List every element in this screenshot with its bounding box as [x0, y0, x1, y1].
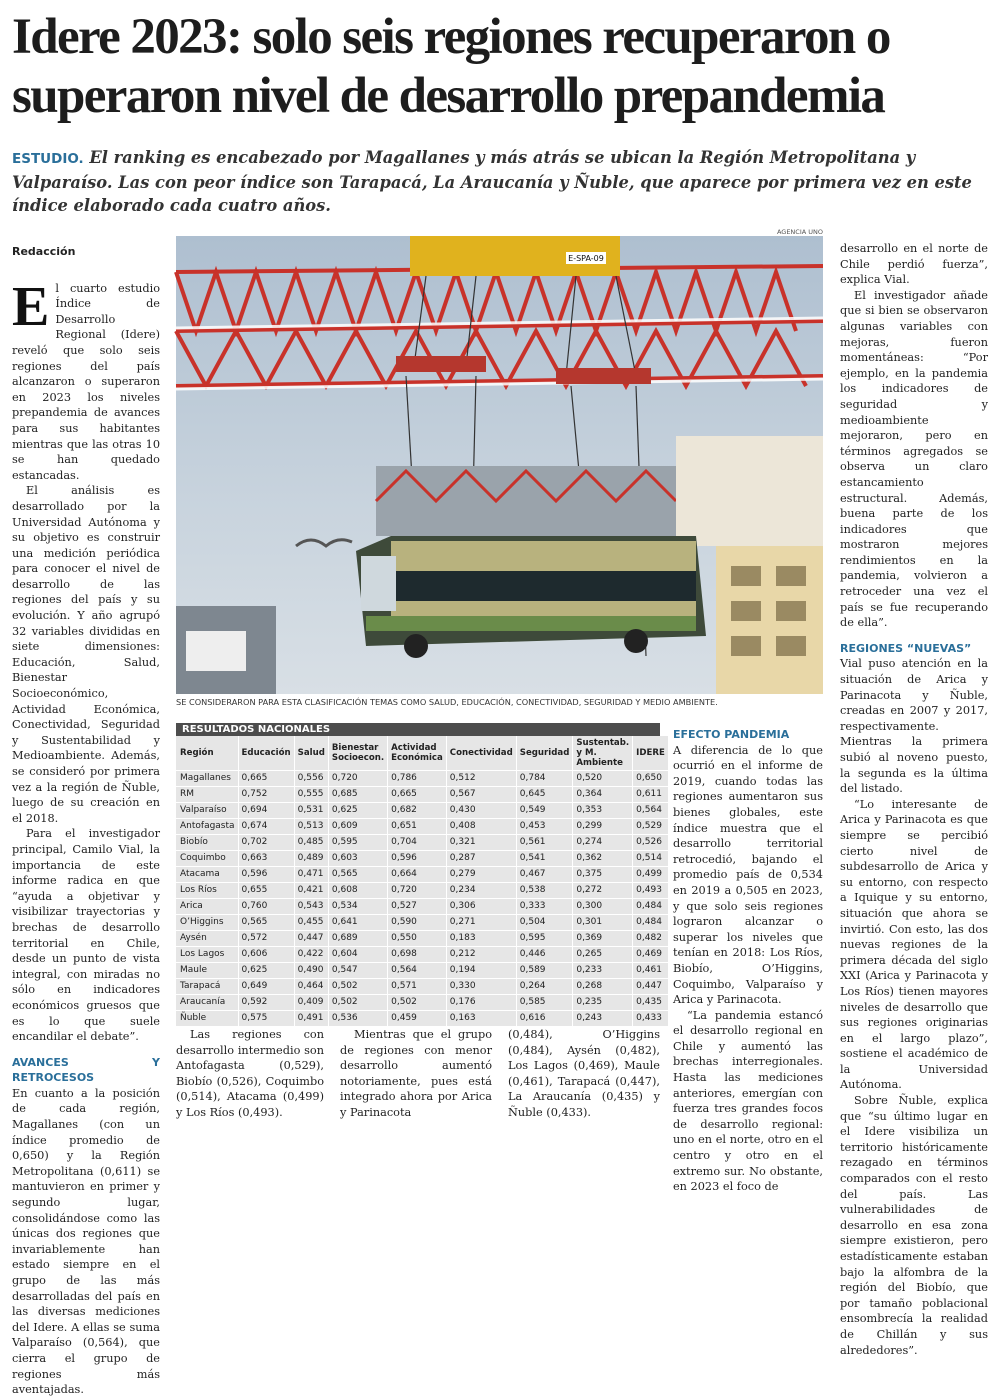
table — [176, 736, 668, 1027]
table-row — [176, 979, 668, 995]
svg-text:E-SPA-09: E-SPA-09 — [568, 254, 604, 263]
table-title: RESULTADOS NACIONALES — [176, 723, 660, 736]
paragraph: En cuanto a la posición de cada región, Magallanes (con un índice promedio de 0,650) y la Región Metropolitana (0,611) se mantuvieron en primer y segundo lugar, consolidándose como las únicas dos regiones que invariablemente han estado siempre en el grupo de las más desarrolladas del país en las diversas mediciones del Idere. A ellas se suma Valparaíso (0,564), que cierra el grupo de regiones más aventajadas. — [12, 1086, 160, 1397]
subhead-regiones-nuevas: REGIONES “NUEVAS” — [840, 641, 972, 655]
value-cell: 0,176 — [446, 995, 516, 1011]
value-cell: 0,555 — [294, 787, 328, 803]
value-cell: 0,183 — [446, 931, 516, 947]
value-cell: 0,786 — [388, 771, 447, 787]
value-cell: 0,265 — [573, 947, 633, 963]
value-cell: 0,353 — [573, 803, 633, 819]
value-cell: 0,484 — [633, 899, 668, 915]
value-cell: 0,534 — [328, 899, 387, 915]
value-cell: 0,268 — [573, 979, 633, 995]
value-cell: 0,565 — [328, 867, 387, 883]
region-name-cell: Maule — [176, 963, 238, 979]
value-cell: 0,564 — [633, 803, 668, 819]
photo-caption: SE CONSIDERARON PARA ESTA CLASIFICACIÓN TEMAS COMO SALUD, EDUCACIÓN, CONECTIVIDAD, SEGURIDAD Y MEDIO AMBIENTE. — [176, 697, 718, 707]
value-cell: 0,664 — [388, 867, 447, 883]
value-cell: 0,575 — [238, 1011, 294, 1027]
footer-column-3 — [508, 1027, 660, 1121]
value-cell: 0,447 — [633, 979, 668, 995]
value-cell: 0,375 — [573, 867, 633, 883]
footer-column-2 — [340, 1027, 492, 1121]
value-cell: 0,595 — [328, 835, 387, 851]
paragraph: “La pandemia estancó el desarrollo regional en Chile y aumentó las brechas interregionales. Hasta las mediciones anteriores, emergían con fuerza tres grandes focos de desarrollo regional: uno en el norte, otro en el centro y otro en el extremo sur. No obstante, en 2023 el foco de — [673, 1008, 823, 1194]
paragraph: Vial puso atención en la situación de Arica y Parinacota y Ñuble, creadas en 2007 y 2017, respectivamente. Mientras la primera subió al noveno puesto, la segunda es la última del listado. — [840, 657, 988, 796]
value-cell: 0,459 — [388, 1011, 447, 1027]
value-cell: 0,547 — [328, 963, 387, 979]
value-cell: 0,467 — [516, 867, 573, 883]
headline: Idere 2023: solo seis regiones recuperaron o superaron nivel de desarrollo prepandemia — [12, 9, 890, 124]
paragraph: desarrollo en el norte de Chile perdió fuerza”, explica Vial. — [840, 242, 988, 287]
table-header-cell: Seguridad — [516, 736, 573, 771]
photo-illustration — [176, 236, 823, 694]
table-header-cell: Región — [176, 736, 238, 771]
value-cell: 0,527 — [388, 899, 447, 915]
value-cell: 0,502 — [328, 979, 387, 995]
value-cell: 0,645 — [516, 787, 573, 803]
value-cell: 0,720 — [328, 771, 387, 787]
value-cell: 0,596 — [388, 851, 447, 867]
value-cell: 0,421 — [294, 883, 328, 899]
region-name-cell: Antofagasta — [176, 819, 238, 835]
value-cell: 0,625 — [328, 803, 387, 819]
value-cell: 0,512 — [446, 771, 516, 787]
value-cell: 0,541 — [516, 851, 573, 867]
deck — [12, 146, 987, 217]
table-row — [176, 867, 668, 883]
value-cell: 0,430 — [446, 803, 516, 819]
value-cell: 0,471 — [294, 867, 328, 883]
results-table — [176, 723, 665, 1023]
value-cell: 0,611 — [633, 787, 668, 803]
value-cell: 0,235 — [573, 995, 633, 1011]
value-cell: 0,665 — [388, 787, 447, 803]
table-row — [176, 995, 668, 1011]
table-row — [176, 835, 668, 851]
value-cell: 0,572 — [238, 931, 294, 947]
region-name-cell: Araucanía — [176, 995, 238, 1011]
table-row — [176, 819, 668, 835]
value-cell: 0,212 — [446, 947, 516, 963]
footer-column-1 — [176, 1027, 324, 1121]
value-cell: 0,608 — [328, 883, 387, 899]
value-cell: 0,306 — [446, 899, 516, 915]
value-cell: 0,485 — [294, 835, 328, 851]
subhead-avances: AVANCES Y RETROCESOS — [12, 1055, 160, 1085]
value-cell: 0,651 — [388, 819, 447, 835]
value-cell: 0,760 — [238, 899, 294, 915]
value-cell: 0,603 — [328, 851, 387, 867]
table-row — [176, 915, 668, 931]
value-cell: 0,784 — [516, 771, 573, 787]
value-cell: 0,720 — [388, 883, 447, 899]
value-cell: 0,529 — [633, 819, 668, 835]
value-cell: 0,233 — [573, 963, 633, 979]
value-cell: 0,272 — [573, 883, 633, 899]
table-row — [176, 931, 668, 947]
value-cell: 0,484 — [633, 915, 668, 931]
paragraph: El cuarto estudio Índice de Desarrollo Regional (Idere) reveló que solo seis regiones del país alcanzaron o superaron en 2023 los niveles prepandemia de avances para sus habitantes mientras que las otras 10 se han quedado estancadas. — [12, 275, 160, 482]
paragraph: El investigador añade que si bien se observaron algunas variables con mejoras, fueron momentáneas: “Por ejemplo, en la pandemia los indicadores de seguridad y medioambiente mejoraron, pero en términos agregados se observa un claro estancamiento estructural. Además, buena parte de los indicadores que mostraron mejores rendimientos en la pandemia, volvieron a retroceder una vez el país se fue recuperando de ella”. — [840, 288, 988, 630]
value-cell: 0,556 — [294, 771, 328, 787]
value-cell: 0,561 — [516, 835, 573, 851]
table-row — [176, 1011, 668, 1027]
value-cell: 0,543 — [294, 899, 328, 915]
value-cell: 0,526 — [633, 835, 668, 851]
value-cell: 0,330 — [446, 979, 516, 995]
value-cell: 0,433 — [633, 1011, 668, 1027]
table-header-cell: Conectividad — [446, 736, 516, 771]
value-cell: 0,564 — [388, 963, 447, 979]
table-row — [176, 771, 668, 787]
value-cell: 0,694 — [238, 803, 294, 819]
column-4 — [840, 241, 988, 1358]
value-cell: 0,649 — [238, 979, 294, 995]
value-cell: 0,702 — [238, 835, 294, 851]
table-row — [176, 803, 668, 819]
value-cell: 0,550 — [388, 931, 447, 947]
value-cell: 0,502 — [388, 995, 447, 1011]
value-cell: 0,453 — [516, 819, 573, 835]
value-cell: 0,489 — [294, 851, 328, 867]
value-cell: 0,592 — [238, 995, 294, 1011]
column-3 — [673, 727, 823, 1195]
value-cell: 0,194 — [446, 963, 516, 979]
subhead-efecto-pandemia: EFECTO PANDEMIA — [673, 728, 790, 741]
value-cell: 0,464 — [294, 979, 328, 995]
value-cell: 0,650 — [633, 771, 668, 787]
region-name-cell: Los Lagos — [176, 947, 238, 963]
value-cell: 0,752 — [238, 787, 294, 803]
value-cell: 0,408 — [446, 819, 516, 835]
value-cell: 0,698 — [388, 947, 447, 963]
paragraph: Mientras que el grupo de regiones con menor desarrollo aumentó notoriamente, pues está integrado ahora por Arica y Parinacota — [340, 1028, 492, 1119]
value-cell: 0,482 — [633, 931, 668, 947]
table-body — [176, 771, 668, 1027]
table-header-cell: Sustentab. y M. Ambiente — [573, 736, 633, 771]
table-row — [176, 883, 668, 899]
value-cell: 0,491 — [294, 1011, 328, 1027]
table-header-cell: Actividad Económica — [388, 736, 447, 771]
value-cell: 0,663 — [238, 851, 294, 867]
value-cell: 0,435 — [633, 995, 668, 1011]
column-1 — [12, 244, 160, 1398]
value-cell: 0,704 — [388, 835, 447, 851]
value-cell: 0,447 — [294, 931, 328, 947]
value-cell: 0,595 — [516, 931, 573, 947]
byline: Redacción — [12, 245, 76, 258]
value-cell: 0,234 — [446, 883, 516, 899]
value-cell: 0,609 — [328, 819, 387, 835]
value-cell: 0,655 — [238, 883, 294, 899]
table-row — [176, 947, 668, 963]
value-cell: 0,369 — [573, 931, 633, 947]
table-header-row — [176, 736, 668, 771]
value-cell: 0,333 — [516, 899, 573, 915]
value-cell: 0,589 — [516, 963, 573, 979]
region-name-cell: RM — [176, 787, 238, 803]
region-name-cell: O’Higgins — [176, 915, 238, 931]
value-cell: 0,287 — [446, 851, 516, 867]
value-cell: 0,538 — [516, 883, 573, 899]
value-cell: 0,299 — [573, 819, 633, 835]
value-cell: 0,625 — [238, 963, 294, 979]
deck-text: El ranking es encabezado por Magallanes y más atrás se ubican la Región Metropolitana y Valparaíso. Las con peor índice son Tarapacá, La Araucanía y Ñuble, que aparece por primera vez en este índice elaborado cada cuatro años. — [12, 148, 972, 215]
value-cell: 0,596 — [238, 867, 294, 883]
value-cell: 0,641 — [328, 915, 387, 931]
value-cell: 0,499 — [633, 867, 668, 883]
value-cell: 0,665 — [238, 771, 294, 787]
value-cell: 0,520 — [573, 771, 633, 787]
value-cell: 0,301 — [573, 915, 633, 931]
value-cell: 0,321 — [446, 835, 516, 851]
value-cell: 0,490 — [294, 963, 328, 979]
value-cell: 0,455 — [294, 915, 328, 931]
table-header-cell: Educación — [238, 736, 294, 771]
value-cell: 0,271 — [446, 915, 516, 931]
region-name-cell: Biobío — [176, 835, 238, 851]
value-cell: 0,469 — [633, 947, 668, 963]
kicker: ESTUDIO. — [12, 151, 84, 167]
paragraph: A diferencia de lo que ocurrió en el informe de 2019, cuando todas las regiones aumentaron sus bienes globales, este índice muestra que el desarrollo territorial retrocedió, bajando el promedio país de 0,534 en 2019 a 0,505 en 2023, y que solo seis regiones lograron alcanzar o superar los niveles que tenían en 2018: Los Ríos, Biobío, O’Higgins, Coquimbo, Valparaíso y Arica y Parinacota. — [673, 743, 823, 1007]
value-cell: 0,300 — [573, 899, 633, 915]
value-cell: 0,536 — [328, 1011, 387, 1027]
value-cell: 0,364 — [573, 787, 633, 803]
table-header-cell: Salud — [294, 736, 328, 771]
table-row — [176, 851, 668, 867]
value-cell: 0,422 — [294, 947, 328, 963]
value-cell: 0,571 — [388, 979, 447, 995]
value-cell: 0,567 — [446, 787, 516, 803]
value-cell: 0,409 — [294, 995, 328, 1011]
value-cell: 0,682 — [388, 803, 447, 819]
table-row — [176, 963, 668, 979]
value-cell: 0,685 — [328, 787, 387, 803]
table-row — [176, 787, 668, 803]
region-name-cell: Magallanes — [176, 771, 238, 787]
photo-credit: AGENCIA UNO — [776, 228, 823, 236]
region-name-cell: Atacama — [176, 867, 238, 883]
value-cell: 0,502 — [328, 995, 387, 1011]
region-name-cell: Valparaíso — [176, 803, 238, 819]
region-name-cell: Los Ríos — [176, 883, 238, 899]
value-cell: 0,590 — [388, 915, 447, 931]
region-name-cell: Arica — [176, 899, 238, 915]
value-cell: 0,565 — [238, 915, 294, 931]
value-cell: 0,446 — [516, 947, 573, 963]
value-cell: 0,604 — [328, 947, 387, 963]
value-cell: 0,513 — [294, 819, 328, 835]
table-header-cell: Bienestar Socioecon. — [328, 736, 387, 771]
paragraph: Para el investigador principal, Camilo Vial, la importancia de este informe radica en que “ayuda a objetivar y visibilizar trayectorias y brechas de desarrollo territorial en Chile, desde un punto de vista integral, con miradas no sólo en indicadores económicos gruesos que es lo que suele encandilar el debate”. — [12, 827, 160, 1044]
value-cell: 0,514 — [633, 851, 668, 867]
value-cell: 0,493 — [633, 883, 668, 899]
value-cell: 0,531 — [294, 803, 328, 819]
region-name-cell: Tarapacá — [176, 979, 238, 995]
region-name-cell: Aysén — [176, 931, 238, 947]
value-cell: 0,689 — [328, 931, 387, 947]
value-cell: 0,163 — [446, 1011, 516, 1027]
photo-port-crane-bus — [176, 236, 823, 694]
paragraph: Las regiones con desarrollo intermedio son Antofagasta (0,529), Biobío (0,526), Coquimbo (0,514), Atacama (0,499) y Los Ríos (0,493). — [176, 1028, 324, 1119]
value-cell: 0,504 — [516, 915, 573, 931]
value-cell: 0,585 — [516, 995, 573, 1011]
value-cell: 0,549 — [516, 803, 573, 819]
value-cell: 0,279 — [446, 867, 516, 883]
paragraph: (0,484), O’Higgins (0,484), Aysén (0,482), Los Lagos (0,469), Maule (0,461), Tarapacá (0,447), La Araucanía (0,435) y Ñuble (0,433). — [508, 1028, 660, 1119]
drop-cap: E — [12, 275, 50, 338]
region-name-cell: Ñuble — [176, 1011, 238, 1027]
table-row — [176, 899, 668, 915]
value-cell: 0,606 — [238, 947, 294, 963]
value-cell: 0,616 — [516, 1011, 573, 1027]
value-cell: 0,274 — [573, 835, 633, 851]
value-cell: 0,264 — [516, 979, 573, 995]
region-name-cell: Coquimbo — [176, 851, 238, 867]
value-cell: 0,674 — [238, 819, 294, 835]
paragraph: “Lo interesante de Arica y Parinacota es que siempre se percibió cierto nivel de subdesarrollo de Arica y su entorno, con respecto a Iquique y su entorno, situación que ahora se invirtió. Con esto, las dos nuevas regiones de la primera década del siglo XXI (Arica y Parinacota y Los Ríos) tienen mayores niveles de desarrollo que sus regiones originarias en el largo plazo”, sostiene el académico de la Universidad Autónoma. — [840, 797, 988, 1092]
paragraph: El análisis es desarrollado por la Universidad Autónoma y su objetivo es construir una medición periódica para conocer el nivel de desarrollo de las regiones del país y su evolución. Y año agrupó 32 variables divididas en siete dimensiones: Educación, Salud, Bienestar Socioeconómico, Actividad Económica, Conectividad, Seguridad y Sustentabilidad y Medioambiente. Además, se consideró por primera vez a la región de Ñuble, luego de su creación en el 2018. — [12, 484, 160, 825]
paragraph: Sobre Ñuble, explica que “su último lugar en el Idere visibiliza un territorio históricamente rezagado en términos comparados con el resto del país. Las vulnerabilidades de desarrollo en esa zona siempre existieron, pero estadísticamente estaban bajo la alfombra de la región del Biobío, que por tamaño poblacional ensombrecía la realidad de Chillán y sus alrededores”. — [840, 1094, 988, 1357]
value-cell: 0,461 — [633, 963, 668, 979]
value-cell: 0,243 — [573, 1011, 633, 1027]
value-cell: 0,362 — [573, 851, 633, 867]
table-header-cell: IDERE — [633, 736, 668, 771]
